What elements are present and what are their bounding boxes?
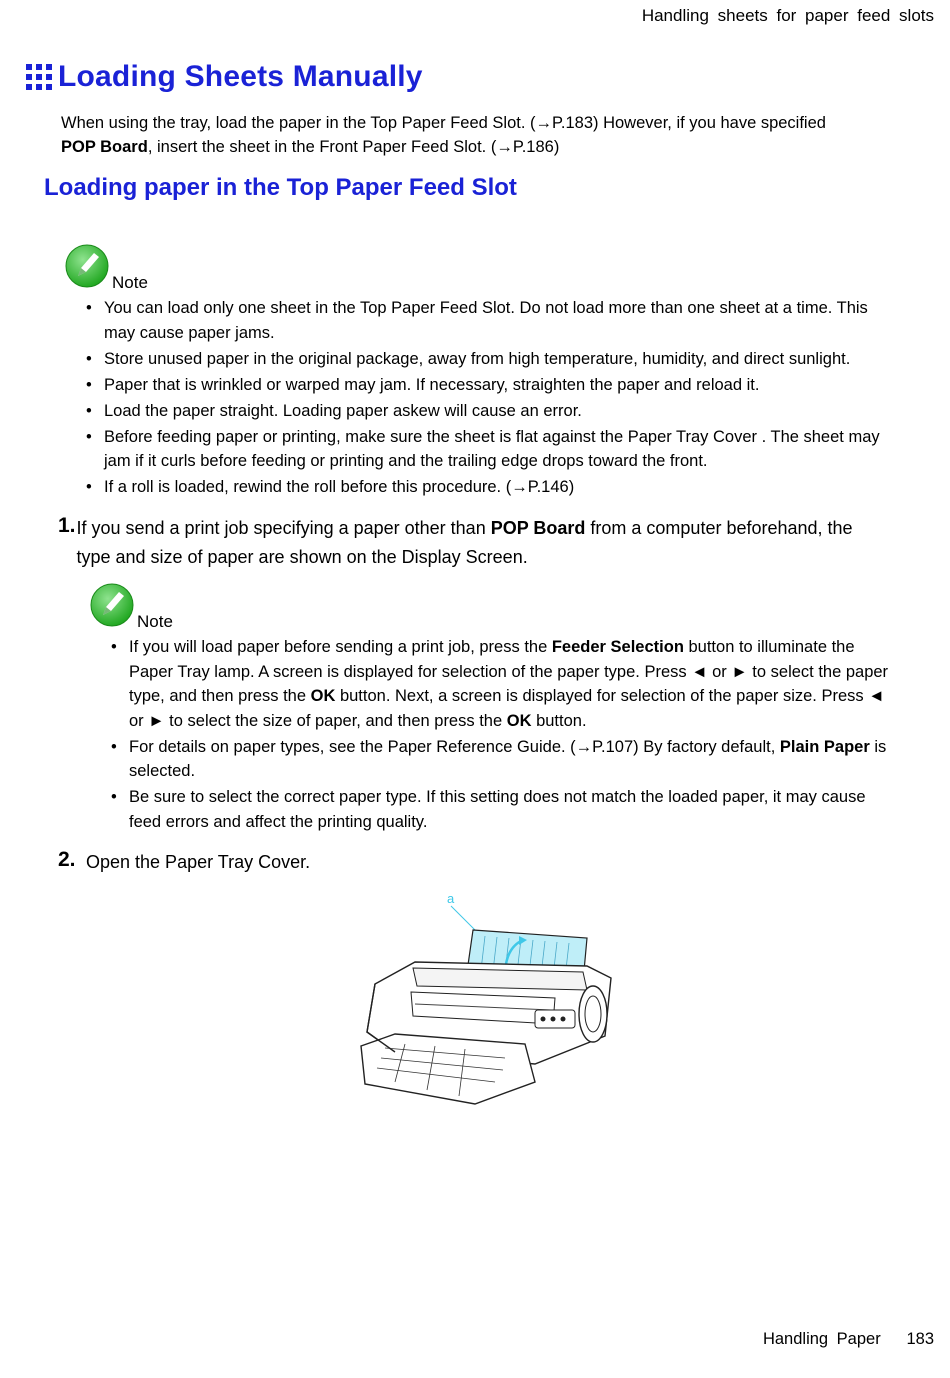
note-header-1 <box>64 243 148 292</box>
page-footer <box>763 1330 934 1349</box>
pencil-note-icon <box>89 582 135 628</box>
intro-paragraph: When using the tray, load the paper in the Top Paper Feed Slot. (→P.183) However, if you have specified POP Board, insert the sheet in the Front Paper Feed Slot. (→P.186) <box>61 114 826 156</box>
footer-section: Handling Paper <box>762 1330 881 1348</box>
printer-illustration <box>355 886 615 1116</box>
callout-label: a <box>447 891 455 906</box>
pencil-note-icon <box>64 243 110 289</box>
note-label: Note <box>137 612 173 631</box>
list-item: • If you will load paper before sending a print job, press the Feeder Selection button to illuminate the Paper Tray lamp. A screen is displayed for selection of the paper type. Press ◄ or ► to select the paper type, and then press the OK button. Next, a screen is displayed for selection of the paper size. Press ◄ or ► to select the size of paper, and then press the OK button. <box>111 635 896 733</box>
step-text: If you send a print job specifying a paper other than POP Board from a computer beforehand, the type and size of paper are shown on the Display Screen. <box>76 518 853 567</box>
list-item: • Paper that is wrinkled or warped may jam. If necessary, straighten the paper and reload it. <box>86 373 886 398</box>
page-title-row <box>26 60 423 94</box>
list-item: • You can load only one sheet in the Top Paper Feed Slot. Do not load more than one sheet at a time. This may cause paper jams. <box>86 296 886 345</box>
pop-board-term: POP Board <box>61 138 148 156</box>
step-number: 1. <box>58 514 76 537</box>
list-item: • For details on paper types, see the Paper Reference Guide. (→P.107) By factory default, Plain Paper is selected. <box>111 735 896 784</box>
note-list-2 <box>111 635 896 836</box>
step-number: 2. <box>58 848 76 871</box>
grid-icon <box>26 64 52 90</box>
step-1 <box>58 514 888 572</box>
list-item: • Store unused paper in the original package, away from high temperature, humidity, and direct sunlight. <box>86 347 886 372</box>
page-number: 183 <box>906 1330 934 1348</box>
list-item: • Before feeding paper or printing, make sure the sheet is flat against the Paper Tray Cover . The sheet may jam if it curls before feeding or printing and the trailing edge drops toward the front. <box>86 425 886 474</box>
note-header-2 <box>89 582 173 631</box>
list-item: • Load the paper straight. Loading paper askew will cause an error. <box>86 399 886 424</box>
page-title: Loading Sheets Manually <box>58 60 423 93</box>
step-2 <box>58 848 888 877</box>
list-item: • If a roll is loaded, rewind the roll before this procedure. (→P.146) <box>86 475 886 500</box>
note-label: Note <box>112 273 148 292</box>
note-list-1 <box>86 296 886 501</box>
step-text: Open the Paper Tray Cover. <box>86 852 311 872</box>
list-item: • Be sure to select the correct paper type. If this setting does not match the loaded paper, it may cause feed errors and affect the printing quality. <box>111 785 896 834</box>
section-title: Loading paper in the Top Paper Feed Slot <box>44 174 517 201</box>
running-header: Handling sheets for paper feed slots <box>641 6 934 25</box>
